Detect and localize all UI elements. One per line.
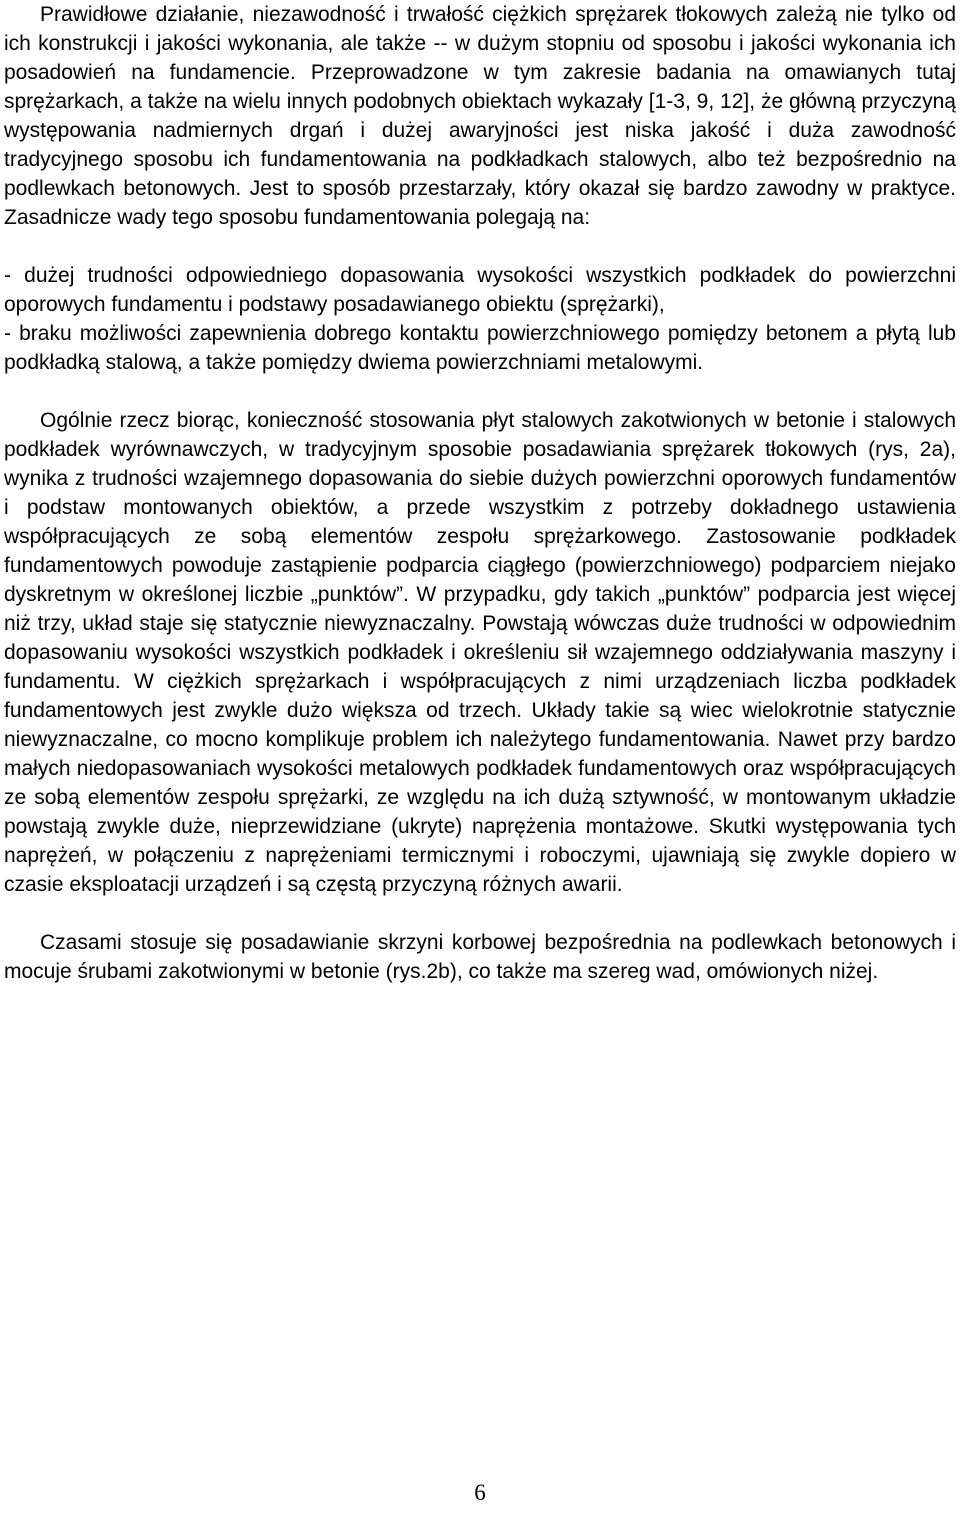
paragraph-introduction: Prawidłowe działanie, niezawodność i trwałość ciężkich sprężarek tłokowych zależą nie tylko od ich konstrukcji i jakości wykonania, ale także -- w dużym stopniu od sposobu i jakości wykonania ich posadowień na fundamencie. Przeprowadzone w tym zakresie badania na omawianych tutaj sprężarkach, a także na wielu innych podobnych obiektach wykazały [1-3, 9, 12], że główną przyczyną występowania nadmiernych drgań i dużej awaryjności jest niska jakość i duża zawodność tradycyjnego sposobu ich fundamentowania na podkładkach stalowych, albo też bezpośrednio na podlewkach betonowych. Jest to sposób przestarzały, który okazał się bardzo zawodny w praktyce. Zasadnicze wady tego sposobu fundamentowania polegają na:: [4, 3, 956, 229]
page-number: 6: [474, 1480, 486, 1505]
list-item: - dużej trudności odpowiedniego dopasowania wysokości wszystkich podkładek do powierzchni oporowych fundamentu i podstawy posadawianego obiektu (sprężarki),: [4, 264, 956, 316]
defects-list: [4, 261, 956, 377]
list-item: - braku możliwości zapewnienia dobrego kontaktu powierzchniowego pomiędzy betonem a płytą lub podkładką stalową, a także pomiędzy dwiema powierzchniami metalowymi.: [4, 322, 956, 374]
document-page: [4, 0, 956, 986]
paragraph-crankcase-mounting: Czasami stosuje się posadawianie skrzyni korbowej bezpośrednia na podlewkach betonowych i mocuje śrubami zakotwionymi w betonie (rys.2b), co także ma szereg wad, omówionych niżej.: [4, 931, 956, 983]
paragraph-general-remarks: Ogólnie rzecz biorąc, konieczność stosowania płyt stalowych zakotwionych w betonie i stalowych podkładek wyrównawczych, w tradycyjnym sposobie posadawiania sprężarek tłokowych (rys, 2a), wynika z trudności wzajemnego dopasowania do siebie dużych powierzchni oporowych fundamentów i podstaw montowanych obiektów, a przede wszystkim z potrzeby dokładnego ustawienia współpracujących ze sobą elementów zespołu sprężarkowego. Zastosowanie podkładek fundamentowych powoduje zastąpienie podparcia ciągłego (powierzchniowego) podparciem niejako dyskretnym w określonej liczbie „punktów”. W przypadku, gdy takich „punktów” podparcia jest więcej niż trzy, układ staje się statycznie niewyznaczalny. Powstają wówczas duże trudności w odpowiednim dopasowaniu wysokości wszystkich podkładek i określeniu sił wzajemnego oddziaływania maszyny i fundamentu. W ciężkich sprężarkach i współpracujących z nimi urządzeniach liczba podkładek fundamentowych jest zwykle dużo większa od trzech. Układy takie są wiec wielokrotnie statycznie niewyznaczalne, co mocno komplikuje problem ich należytego fundamentowania. Nawet przy bardzo małych niedopasowaniach wysokości metalowych podkładek fundamentowych oraz współpracujących ze sobą elementów zespołu sprężarki, ze względu na ich dużą sztywność, w montowanym układzie powstają zwykle duże, nieprzewidziane (ukryte) naprężenia montażowe. Skutki występowania tych naprężeń, w połączeniu z naprężeniami termicznymi i roboczymi, ujawniają się zwykle dopiero w czasie eksploatacji urządzeń i są częstą przyczyną różnych awarii.: [4, 409, 956, 896]
